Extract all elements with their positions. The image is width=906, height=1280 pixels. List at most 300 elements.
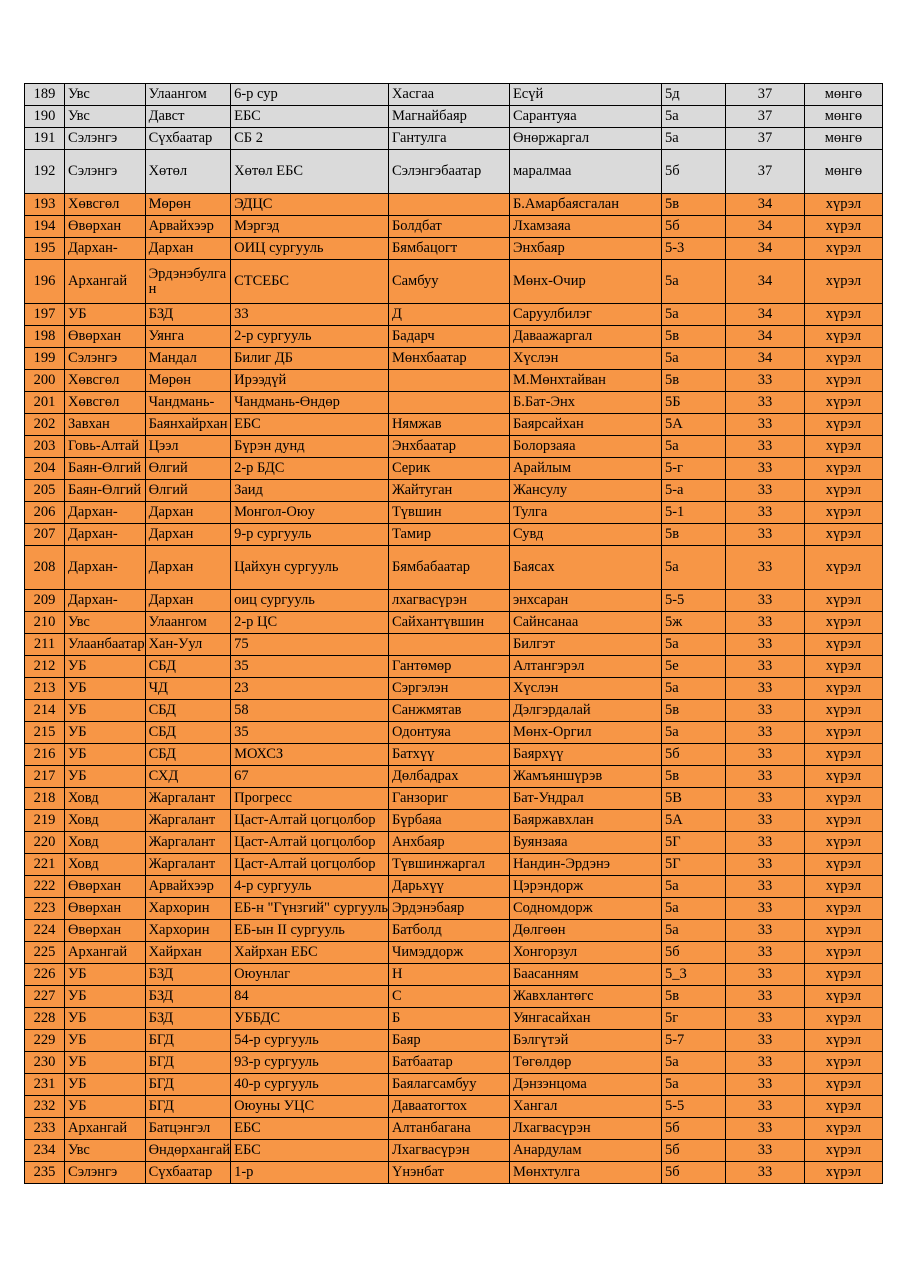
cell-grade: 5Б xyxy=(661,392,725,414)
cell-teacher: Бадарч xyxy=(388,326,509,348)
cell-school: 40-р сургууль xyxy=(231,1074,389,1096)
cell-school: 67 xyxy=(231,766,389,788)
cell-teacher: Эрдэнэбаяр xyxy=(388,898,509,920)
cell-grade: 5в xyxy=(661,700,725,722)
cell-teacher: Үнэнбат xyxy=(388,1162,509,1184)
cell-student: Билгэт xyxy=(509,634,661,656)
cell-teacher: Хасгаа xyxy=(388,84,509,106)
cell-district: СБД xyxy=(145,700,231,722)
table-row xyxy=(25,326,883,348)
cell-school: СБ 2 xyxy=(231,128,389,150)
cell-grade: 5а xyxy=(661,546,725,590)
cell-number: 230 xyxy=(25,1052,65,1074)
cell-number: 199 xyxy=(25,348,65,370)
cell-number: 207 xyxy=(25,524,65,546)
cell-teacher: Гантөмөр xyxy=(388,656,509,678)
cell-number: 193 xyxy=(25,194,65,216)
cell-grade: 5в xyxy=(661,524,725,546)
cell-teacher: Сайхантүвшин xyxy=(388,612,509,634)
cell-score: 33 xyxy=(725,810,804,832)
cell-school: 6-р сур xyxy=(231,84,389,106)
cell-grade: 5е xyxy=(661,656,725,678)
cell-grade: 5-5 xyxy=(661,590,725,612)
cell-grade: 5а xyxy=(661,128,725,150)
cell-teacher: Батхүү xyxy=(388,744,509,766)
cell-score: 33 xyxy=(725,436,804,458)
cell-school: 84 xyxy=(231,986,389,1008)
cell-province: Өвөрхан xyxy=(65,898,146,920)
cell-province: Сэлэнгэ xyxy=(65,150,146,194)
cell-district: Жаргалант xyxy=(145,788,231,810)
cell-teacher: Дарьхүү xyxy=(388,876,509,898)
cell-province: Ховд xyxy=(65,854,146,876)
cell-score: 33 xyxy=(725,634,804,656)
cell-teacher: Жайтуган xyxy=(388,480,509,502)
cell-student: Буянзаяа xyxy=(509,832,661,854)
table-row xyxy=(25,392,883,414)
cell-district: Чандмань- xyxy=(145,392,231,414)
cell-medal: хүрэл xyxy=(804,392,882,414)
table-row xyxy=(25,744,883,766)
table-row xyxy=(25,722,883,744)
cell-teacher: Б xyxy=(388,1008,509,1030)
cell-district: Жаргалант xyxy=(145,832,231,854)
cell-medal: мөнгө xyxy=(804,128,882,150)
results-table xyxy=(24,83,883,1184)
cell-province: Дархан- xyxy=(65,502,146,524)
table-row xyxy=(25,348,883,370)
cell-number: 198 xyxy=(25,326,65,348)
table-row xyxy=(25,590,883,612)
table-row xyxy=(25,150,883,194)
cell-grade: 5Г xyxy=(661,832,725,854)
cell-district: Мөрөн xyxy=(145,194,231,216)
cell-medal: хүрэл xyxy=(804,612,882,634)
cell-teacher: Магнайбаяр xyxy=(388,106,509,128)
cell-student: Арайлым xyxy=(509,458,661,480)
cell-number: 224 xyxy=(25,920,65,942)
cell-district: Цээл xyxy=(145,436,231,458)
table-row xyxy=(25,986,883,1008)
cell-district: Хайрхан xyxy=(145,942,231,964)
cell-number: 203 xyxy=(25,436,65,458)
table-row xyxy=(25,1074,883,1096)
cell-teacher: Тамир xyxy=(388,524,509,546)
cell-district: СБД xyxy=(145,722,231,744)
cell-teacher xyxy=(388,194,509,216)
cell-number: 232 xyxy=(25,1096,65,1118)
cell-number: 215 xyxy=(25,722,65,744)
cell-school: 4-р сургууль xyxy=(231,876,389,898)
cell-district: Жаргалант xyxy=(145,854,231,876)
cell-medal: хүрэл xyxy=(804,326,882,348)
cell-grade: 5в xyxy=(661,194,725,216)
cell-medal: хүрэл xyxy=(804,656,882,678)
cell-score: 33 xyxy=(725,1118,804,1140)
cell-province: Өвөрхан xyxy=(65,326,146,348)
cell-grade: 5в xyxy=(661,766,725,788)
cell-number: 191 xyxy=(25,128,65,150)
cell-number: 233 xyxy=(25,1118,65,1140)
cell-teacher: Чимэддорж xyxy=(388,942,509,964)
cell-number: 204 xyxy=(25,458,65,480)
cell-student: Есүй xyxy=(509,84,661,106)
cell-medal: хүрэл xyxy=(804,920,882,942)
cell-score: 37 xyxy=(725,106,804,128)
cell-district: Улаангом xyxy=(145,612,231,634)
table-row xyxy=(25,810,883,832)
cell-province: Баян-Өлгий xyxy=(65,480,146,502)
cell-grade: 5-3 xyxy=(661,238,725,260)
cell-school: Билиг ДБ xyxy=(231,348,389,370)
cell-grade: 5-7 xyxy=(661,1030,725,1052)
cell-student: Сайнсанаа xyxy=(509,612,661,634)
cell-student: Бэлгүтэй xyxy=(509,1030,661,1052)
cell-medal: хүрэл xyxy=(804,238,882,260)
cell-medal: хүрэл xyxy=(804,1052,882,1074)
cell-province: УБ xyxy=(65,1074,146,1096)
cell-province: Хөвсгөл xyxy=(65,392,146,414)
cell-student: Хүслэн xyxy=(509,348,661,370)
cell-teacher: Батболд xyxy=(388,920,509,942)
table-row xyxy=(25,700,883,722)
table-row xyxy=(25,370,883,392)
cell-district: Дархан xyxy=(145,546,231,590)
cell-school: Оюунлаг xyxy=(231,964,389,986)
cell-province: Увс xyxy=(65,1140,146,1162)
cell-school: 93-р сургууль xyxy=(231,1052,389,1074)
cell-district: СБД xyxy=(145,656,231,678)
cell-teacher: Баялагсамбуу xyxy=(388,1074,509,1096)
cell-student: Мөнхтулга xyxy=(509,1162,661,1184)
cell-grade: 5в xyxy=(661,370,725,392)
cell-school: 9-р сургууль xyxy=(231,524,389,546)
table-row xyxy=(25,678,883,700)
cell-province: Архангай xyxy=(65,1118,146,1140)
cell-teacher xyxy=(388,392,509,414)
table-row xyxy=(25,832,883,854)
cell-district: Арвайхээр xyxy=(145,876,231,898)
cell-number: 206 xyxy=(25,502,65,524)
cell-school: Цаст-Алтай цогцолбор xyxy=(231,832,389,854)
cell-score: 33 xyxy=(725,458,804,480)
cell-medal: хүрэл xyxy=(804,436,882,458)
cell-province: Дархан- xyxy=(65,238,146,260)
cell-district: Сүхбаатар xyxy=(145,128,231,150)
cell-teacher: Түвшинжаргал xyxy=(388,854,509,876)
cell-score: 33 xyxy=(725,942,804,964)
cell-medal: хүрэл xyxy=(804,370,882,392)
cell-score: 37 xyxy=(725,150,804,194)
table-row xyxy=(25,194,883,216)
cell-district: Өндөрхангай xyxy=(145,1140,231,1162)
cell-medal: мөнгө xyxy=(804,106,882,128)
cell-grade: 5а xyxy=(661,722,725,744)
cell-number: 194 xyxy=(25,216,65,238)
cell-province: Сэлэнгэ xyxy=(65,348,146,370)
table-row xyxy=(25,414,883,436)
cell-score: 33 xyxy=(725,370,804,392)
cell-number: 190 xyxy=(25,106,65,128)
cell-grade: 5б xyxy=(661,1140,725,1162)
cell-grade: 5Г xyxy=(661,854,725,876)
cell-student: Лхагвасүрэн xyxy=(509,1118,661,1140)
cell-district: БГД xyxy=(145,1074,231,1096)
cell-student: Даваажаргал xyxy=(509,326,661,348)
cell-province: Ховд xyxy=(65,788,146,810)
cell-student: Анардулам xyxy=(509,1140,661,1162)
cell-student: Жансулу xyxy=(509,480,661,502)
cell-district: Батцэнгэл xyxy=(145,1118,231,1140)
cell-province: УБ xyxy=(65,1052,146,1074)
cell-score: 33 xyxy=(725,1052,804,1074)
cell-district: СХД xyxy=(145,766,231,788)
table-row xyxy=(25,458,883,480)
table-row xyxy=(25,766,883,788)
cell-teacher: Н xyxy=(388,964,509,986)
cell-district: Мандал xyxy=(145,348,231,370)
cell-number: 211 xyxy=(25,634,65,656)
cell-medal: хүрэл xyxy=(804,810,882,832)
cell-number: 226 xyxy=(25,964,65,986)
cell-province: УБ xyxy=(65,766,146,788)
cell-school: Оюуны УЦС xyxy=(231,1096,389,1118)
cell-district: Хөтөл xyxy=(145,150,231,194)
cell-number: 219 xyxy=(25,810,65,832)
cell-teacher: Санжмятав xyxy=(388,700,509,722)
cell-teacher: Серик xyxy=(388,458,509,480)
cell-number: 192 xyxy=(25,150,65,194)
cell-medal: хүрэл xyxy=(804,194,882,216)
cell-student: М.Мөнхтайван xyxy=(509,370,661,392)
cell-medal: хүрэл xyxy=(804,832,882,854)
cell-score: 33 xyxy=(725,1140,804,1162)
cell-school: 54-р сургууль xyxy=(231,1030,389,1052)
cell-school: Ирээдүй xyxy=(231,370,389,392)
table-row xyxy=(25,656,883,678)
cell-province: УБ xyxy=(65,1030,146,1052)
table-row xyxy=(25,238,883,260)
cell-medal: хүрэл xyxy=(804,348,882,370)
cell-school: ЕБС xyxy=(231,1118,389,1140)
cell-score: 33 xyxy=(725,964,804,986)
cell-number: 200 xyxy=(25,370,65,392)
cell-province: Дархан- xyxy=(65,546,146,590)
cell-score: 33 xyxy=(725,480,804,502)
table-row xyxy=(25,128,883,150)
cell-province: Ховд xyxy=(65,832,146,854)
cell-province: Хөвсгөл xyxy=(65,194,146,216)
table-row xyxy=(25,1118,883,1140)
cell-medal: мөнгө xyxy=(804,84,882,106)
cell-student: Мөнх-Очир xyxy=(509,260,661,304)
cell-teacher: Болдбат xyxy=(388,216,509,238)
cell-district: ЧД xyxy=(145,678,231,700)
cell-district: БЗД xyxy=(145,304,231,326)
cell-student: Дөлгөөн xyxy=(509,920,661,942)
cell-province: Өвөрхан xyxy=(65,216,146,238)
cell-number: 196 xyxy=(25,260,65,304)
table-row xyxy=(25,1162,883,1184)
cell-school: СТСЕБС xyxy=(231,260,389,304)
cell-number: 229 xyxy=(25,1030,65,1052)
cell-student: Баясах xyxy=(509,546,661,590)
cell-number: 205 xyxy=(25,480,65,502)
cell-score: 33 xyxy=(725,524,804,546)
cell-score: 33 xyxy=(725,1096,804,1118)
cell-province: Завхан xyxy=(65,414,146,436)
cell-grade: 5б xyxy=(661,1162,725,1184)
cell-province: Дархан- xyxy=(65,590,146,612)
cell-student: Хонгорзул xyxy=(509,942,661,964)
table-row xyxy=(25,1096,883,1118)
cell-grade: 5б xyxy=(661,216,725,238)
cell-grade: 5б xyxy=(661,744,725,766)
cell-grade: 5а xyxy=(661,260,725,304)
cell-score: 33 xyxy=(725,744,804,766)
cell-medal: хүрэл xyxy=(804,1074,882,1096)
cell-district: БЗД xyxy=(145,964,231,986)
cell-grade: 5А xyxy=(661,414,725,436)
cell-school: 75 xyxy=(231,634,389,656)
cell-district: Уянга xyxy=(145,326,231,348)
cell-medal: хүрэл xyxy=(804,678,882,700)
cell-student: Саруулбилэг xyxy=(509,304,661,326)
cell-student: Цэрэндорж xyxy=(509,876,661,898)
cell-medal: хүрэл xyxy=(804,304,882,326)
table-row xyxy=(25,898,883,920)
cell-medal: хүрэл xyxy=(804,634,882,656)
results-table-body xyxy=(25,84,883,1184)
cell-score: 34 xyxy=(725,194,804,216)
cell-province: УБ xyxy=(65,964,146,986)
cell-district: Баянхайрхан xyxy=(145,414,231,436)
cell-score: 33 xyxy=(725,766,804,788)
cell-school: ЕБ-н "Гүнзгий" сургууль xyxy=(231,898,389,920)
cell-school: ЕБ-ын II сургууль xyxy=(231,920,389,942)
cell-district: Дархан xyxy=(145,590,231,612)
cell-grade: 5а xyxy=(661,634,725,656)
cell-province: УБ xyxy=(65,722,146,744)
cell-student: Сувд xyxy=(509,524,661,546)
cell-province: Архангай xyxy=(65,942,146,964)
cell-number: 210 xyxy=(25,612,65,634)
cell-school: 1-р xyxy=(231,1162,389,1184)
cell-grade: 5а xyxy=(661,436,725,458)
cell-score: 34 xyxy=(725,238,804,260)
table-row xyxy=(25,1008,883,1030)
cell-district: Өлгий xyxy=(145,458,231,480)
cell-student: Хүслэн xyxy=(509,678,661,700)
cell-medal: хүрэл xyxy=(804,744,882,766)
cell-teacher xyxy=(388,370,509,392)
cell-grade: 5а xyxy=(661,348,725,370)
cell-score: 34 xyxy=(725,348,804,370)
cell-teacher: Ганзориг xyxy=(388,788,509,810)
cell-province: УБ xyxy=(65,656,146,678)
cell-student: маралмаа xyxy=(509,150,661,194)
cell-student: Дэнзэнцома xyxy=(509,1074,661,1096)
cell-district: БГД xyxy=(145,1096,231,1118)
table-row xyxy=(25,84,883,106)
cell-score: 33 xyxy=(725,832,804,854)
cell-district: Хархорин xyxy=(145,920,231,942)
cell-province: Сэлэнгэ xyxy=(65,128,146,150)
cell-school: 2-р ЦС xyxy=(231,612,389,634)
cell-number: 217 xyxy=(25,766,65,788)
cell-teacher: Нямжав xyxy=(388,414,509,436)
cell-grade: 5а xyxy=(661,106,725,128)
cell-student: Баярсайхан xyxy=(509,414,661,436)
cell-province: Сэлэнгэ xyxy=(65,1162,146,1184)
cell-medal: хүрэл xyxy=(804,546,882,590)
cell-number: 218 xyxy=(25,788,65,810)
cell-district: БГД xyxy=(145,1052,231,1074)
cell-teacher: Сэлэнгэбаатар xyxy=(388,150,509,194)
cell-teacher: Самбуу xyxy=(388,260,509,304)
cell-medal: хүрэл xyxy=(804,788,882,810)
cell-province: Ховд xyxy=(65,810,146,832)
cell-score: 33 xyxy=(725,414,804,436)
cell-school: 2-р БДС xyxy=(231,458,389,480)
cell-number: 227 xyxy=(25,986,65,1008)
cell-student: Мөнх-Оргил xyxy=(509,722,661,744)
table-row xyxy=(25,1052,883,1074)
cell-school: Чандмань-Өндөр xyxy=(231,392,389,414)
cell-score: 33 xyxy=(725,986,804,1008)
cell-grade: 5а xyxy=(661,1052,725,1074)
cell-student: Сарантуяа xyxy=(509,106,661,128)
cell-grade: 5-1 xyxy=(661,502,725,524)
cell-medal: хүрэл xyxy=(804,766,882,788)
cell-district: Хан-Уул xyxy=(145,634,231,656)
cell-student: энхсаран xyxy=(509,590,661,612)
cell-province: Говь-Алтай xyxy=(65,436,146,458)
table-row xyxy=(25,920,883,942)
cell-grade: 5в xyxy=(661,986,725,1008)
cell-school: ОИЦ сургууль xyxy=(231,238,389,260)
cell-medal: хүрэл xyxy=(804,1096,882,1118)
cell-score: 33 xyxy=(725,898,804,920)
cell-province: Увс xyxy=(65,106,146,128)
cell-school: Заид xyxy=(231,480,389,502)
cell-student: Төгөлдөр xyxy=(509,1052,661,1074)
table-row xyxy=(25,788,883,810)
cell-province: Архангай xyxy=(65,260,146,304)
cell-student: Болорзаяа xyxy=(509,436,661,458)
cell-number: 213 xyxy=(25,678,65,700)
cell-number: 221 xyxy=(25,854,65,876)
cell-student: Тулга xyxy=(509,502,661,524)
cell-student: Жавхлантөгс xyxy=(509,986,661,1008)
cell-score: 33 xyxy=(725,546,804,590)
cell-school: 58 xyxy=(231,700,389,722)
table-row xyxy=(25,1140,883,1162)
cell-school: 33 xyxy=(231,304,389,326)
cell-teacher: Дөлбадрах xyxy=(388,766,509,788)
cell-number: 202 xyxy=(25,414,65,436)
cell-teacher: Бямбацогт xyxy=(388,238,509,260)
cell-school: УББДС xyxy=(231,1008,389,1030)
cell-grade: 5-а xyxy=(661,480,725,502)
cell-district: Давст xyxy=(145,106,231,128)
cell-grade: 5г xyxy=(661,1008,725,1030)
table-row xyxy=(25,634,883,656)
cell-grade: 5д xyxy=(661,84,725,106)
cell-student: Бат-Ундрал xyxy=(509,788,661,810)
cell-teacher: С xyxy=(388,986,509,1008)
cell-score: 33 xyxy=(725,1162,804,1184)
